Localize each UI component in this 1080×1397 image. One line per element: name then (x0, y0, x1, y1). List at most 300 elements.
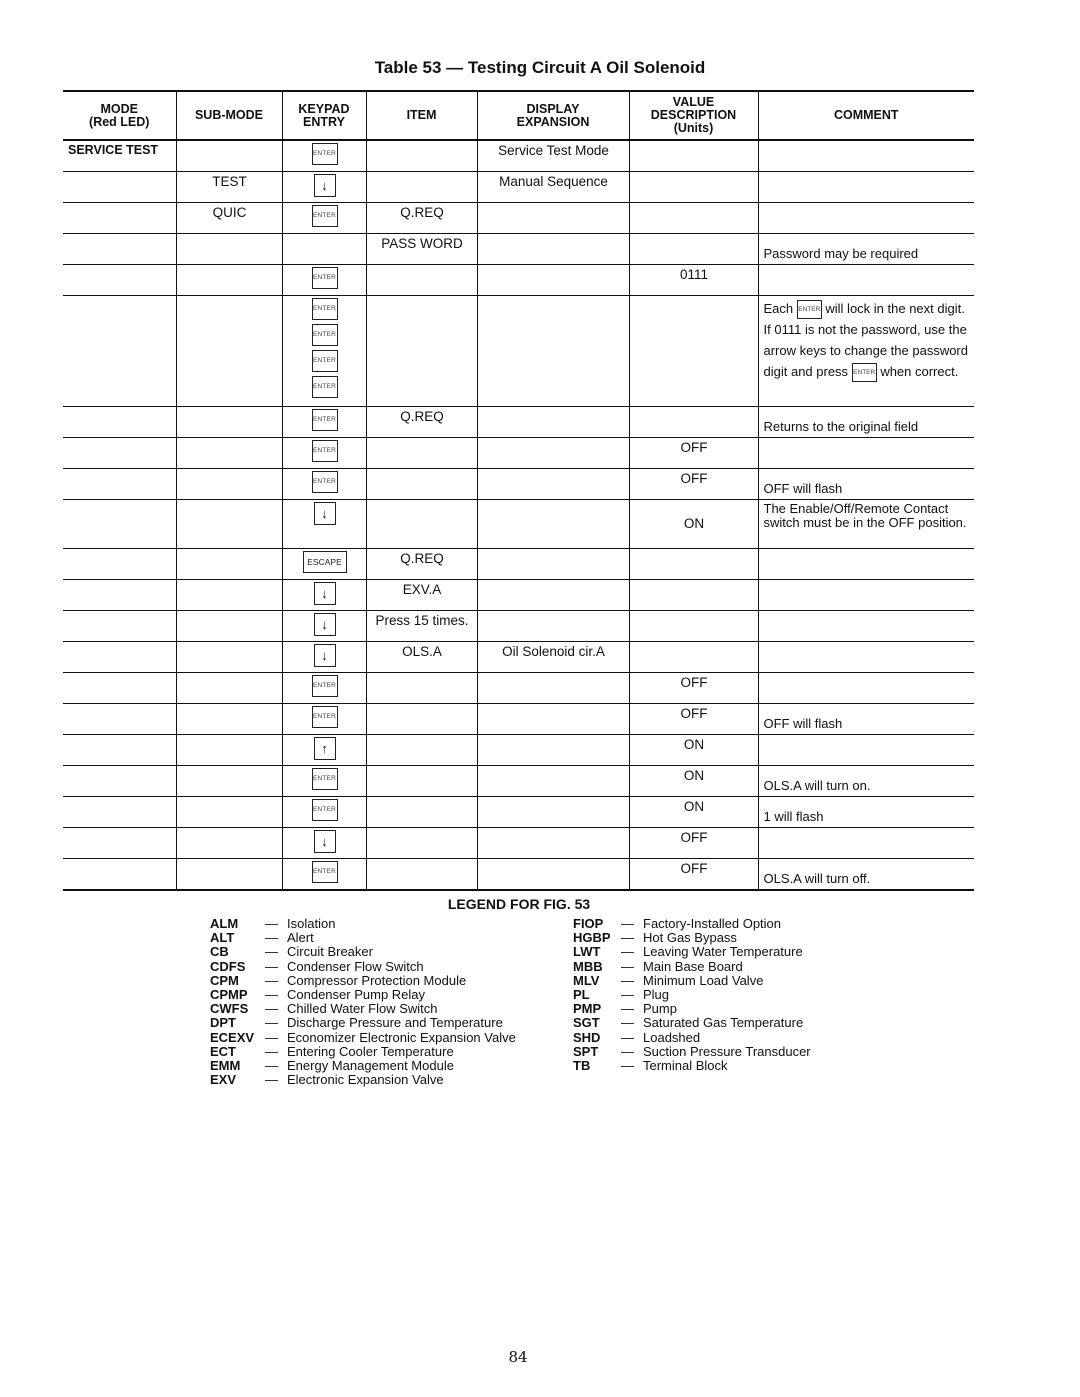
table-cell-item (366, 296, 477, 407)
legend-dash: — (265, 930, 278, 946)
table-cell-item (366, 797, 477, 828)
table-cell-item (366, 704, 477, 735)
legend-abbr: PL (573, 987, 590, 1003)
legend-abbr: MBB (573, 958, 603, 974)
table-cell-mode (63, 234, 176, 265)
table-cell-comment (758, 735, 974, 766)
table-cell-display (477, 828, 629, 859)
legend-desc: Condenser Flow Switch (287, 958, 424, 974)
table-cell-display (477, 735, 629, 766)
legend-entry (573, 945, 811, 959)
table-cell-comment (758, 203, 974, 234)
legend-desc: Condenser Pump Relay (287, 987, 426, 1003)
legend-desc: Suction Pressure Transducer (643, 1043, 811, 1059)
table-cell-mode: SERVICE TEST (63, 140, 176, 172)
table-cell-item: Press 15 times. (366, 611, 477, 642)
table-row (63, 140, 974, 172)
legend-dash: — (621, 1015, 634, 1031)
legend-dash: — (265, 987, 278, 1003)
table-cell-display (477, 438, 629, 469)
table-cell-submode: TEST (176, 172, 282, 203)
table-cell-mode (63, 407, 176, 438)
enter-key-icon: ENTER (852, 363, 877, 382)
legend-abbr: ALT (210, 930, 235, 946)
table-cell-value: ON (629, 766, 758, 797)
legend-entry (210, 931, 516, 945)
legend-entry (210, 1059, 516, 1073)
legend-abbr: EXV (210, 1072, 237, 1088)
header-row (63, 91, 974, 140)
legend-dash: — (265, 1072, 278, 1088)
enter-key-icon: ENTER (312, 440, 338, 462)
table-row (63, 296, 974, 407)
legend-abbr: CWFS (210, 1001, 249, 1017)
table-cell-submode (176, 673, 282, 704)
legend-dash: — (621, 987, 634, 1003)
table-cell-submode (176, 140, 282, 172)
legend-desc: Chilled Water Flow Switch (287, 1001, 438, 1017)
table-cell-mode (63, 265, 176, 296)
legend-dash: — (621, 958, 634, 974)
table-cell-value: OFF (629, 673, 758, 704)
header-item: ITEM (366, 91, 477, 140)
table-cell-submode: QUIC (176, 203, 282, 234)
table-cell-display (477, 407, 629, 438)
table-cell-submode (176, 469, 282, 500)
table-cell-comment: OLS.A will turn on. (758, 766, 974, 797)
comment-text: will lock in the next digit. If 0111 is not the password, use the arrow keys to change the password digit and press (763, 301, 968, 380)
legend-right-column (573, 917, 811, 1073)
table-cell-keypad (282, 500, 366, 549)
table-cell-keypad (282, 766, 366, 797)
table-row (63, 265, 974, 296)
legend-desc: Plug (643, 987, 670, 1003)
legend-dash: — (265, 1029, 278, 1045)
table-cell-item (366, 172, 477, 203)
table-cell-submode (176, 642, 282, 673)
table-row (63, 407, 974, 438)
legend-entry (573, 1016, 811, 1030)
table-cell-submode (176, 828, 282, 859)
header-keypad: KEYPAD ENTRY (282, 91, 366, 140)
table-cell-display (477, 549, 629, 580)
enter-key-icon: ENTER (312, 861, 338, 883)
table-cell-mode (63, 500, 176, 549)
enter-key-icon: ENTER (312, 471, 338, 493)
table-cell-keypad (282, 828, 366, 859)
header-comment: COMMENT (758, 91, 974, 140)
legend-desc: Minimum Load Valve (643, 972, 764, 988)
enter-key-icon: ENTER (312, 675, 338, 697)
table-cell-display (477, 797, 629, 828)
table-cell-display (477, 296, 629, 407)
legend-entry (210, 917, 516, 931)
table-cell-mode (63, 704, 176, 735)
table-row (63, 438, 974, 469)
legend-dash: — (265, 944, 278, 960)
table-cell-comment (758, 642, 974, 673)
legend-abbr: CB (210, 944, 229, 960)
enter-key-icon: ENTER (312, 376, 338, 398)
table-cell-display (477, 469, 629, 500)
table-row (63, 580, 974, 611)
legend-abbr: CPM (210, 972, 239, 988)
legend-dash: — (621, 1029, 634, 1045)
legend-dash: — (621, 1058, 634, 1074)
legend-abbr: TB (573, 1058, 591, 1074)
table-cell-comment (758, 296, 974, 407)
table-cell-submode (176, 611, 282, 642)
table-cell-keypad (282, 203, 366, 234)
legend-dash: — (265, 1001, 278, 1017)
legend-entry (573, 1045, 811, 1059)
legend-dash: — (621, 916, 634, 931)
legend-entry (573, 974, 811, 988)
table-row (63, 766, 974, 797)
legend-abbr: SPT (573, 1043, 599, 1059)
table-cell-keypad (282, 407, 366, 438)
table-cell-display (477, 580, 629, 611)
legend-abbr: ECT (210, 1043, 236, 1059)
table-cell-comment: Password may be required (758, 234, 974, 265)
table-cell-display (477, 673, 629, 704)
table-cell-value: ON (629, 500, 758, 549)
table-cell-keypad (282, 735, 366, 766)
table-cell-comment (758, 438, 974, 469)
table-cell-comment (758, 828, 974, 859)
legend-desc: Main Base Board (643, 958, 743, 974)
legend-entry (573, 931, 811, 945)
up-arrow-key-icon: ↑ (314, 737, 336, 760)
legend-dash: — (621, 944, 634, 960)
header-submode: SUB-MODE (176, 91, 282, 140)
table-cell-keypad (282, 296, 366, 407)
legend-desc: Factory-Installed Option (643, 916, 782, 931)
table-cell-keypad (282, 642, 366, 673)
service-test-table (63, 90, 974, 891)
table-cell-mode (63, 549, 176, 580)
table-cell-value: ON (629, 735, 758, 766)
table-cell-display (477, 766, 629, 797)
table-cell-submode (176, 549, 282, 580)
legend-desc: Isolation (287, 916, 336, 931)
enter-key-icon: ENTER (797, 300, 822, 319)
enter-key-icon: ENTER (312, 143, 338, 165)
enter-key-icon: ENTER (312, 205, 338, 227)
table-cell-keypad (282, 797, 366, 828)
legend-dash: — (621, 972, 634, 988)
table-cell-keypad (282, 673, 366, 704)
table-cell-submode (176, 797, 282, 828)
table-cell-item (366, 265, 477, 296)
table-cell-mode (63, 469, 176, 500)
table-cell-mode (63, 611, 176, 642)
table-cell-mode (63, 859, 176, 891)
legend-dash: — (621, 1001, 634, 1017)
table-cell-comment: OFF will flash (758, 704, 974, 735)
table-cell-comment (758, 673, 974, 704)
legend-desc: Circuit Breaker (287, 944, 373, 960)
legend-dash: — (265, 1015, 278, 1031)
legend-desc: Discharge Pressure and Temperature (287, 1015, 503, 1031)
legend-entry (573, 988, 811, 1002)
table-cell-comment: The Enable/Off/Remote Contact switch must be in the OFF position. (758, 500, 974, 549)
table-cell-item (366, 828, 477, 859)
table-cell-submode (176, 234, 282, 265)
table-cell-mode (63, 735, 176, 766)
table-cell-keypad (282, 265, 366, 296)
table-cell-submode (176, 500, 282, 549)
table-row (63, 828, 974, 859)
table-cell-submode (176, 407, 282, 438)
comment-text: Each (763, 301, 794, 316)
table-cell-value (629, 234, 758, 265)
table-cell-item (366, 766, 477, 797)
table-cell-comment (758, 140, 974, 172)
legend-abbr: ALM (210, 916, 239, 931)
table-cell-item (366, 438, 477, 469)
legend-abbr: SHD (573, 1029, 601, 1045)
legend-abbr: MLV (573, 972, 600, 988)
legend-dash: — (265, 972, 278, 988)
table-cell-value: OFF (629, 438, 758, 469)
legend-desc: Entering Cooler Temperature (287, 1043, 454, 1059)
escape-key-icon: ESCAPE (303, 551, 347, 573)
legend-left-column (210, 917, 516, 1087)
legend-dash: — (265, 1043, 278, 1059)
table-cell-value (629, 203, 758, 234)
table-row (63, 673, 974, 704)
table-cell-comment (758, 611, 974, 642)
table-cell-keypad (282, 549, 366, 580)
table-cell-comment: OLS.A will turn off. (758, 859, 974, 891)
enter-key-icon: ENTER (312, 350, 338, 372)
table-cell-comment (758, 580, 974, 611)
enter-key-icon: ENTER (312, 324, 338, 346)
legend-abbr: CPMP (210, 987, 248, 1003)
down-arrow-key-icon: ↓ (314, 174, 336, 197)
table-cell-display (477, 234, 629, 265)
table-cell-item: PASS WORD (366, 234, 477, 265)
table-cell-display: Oil Solenoid cir.A (477, 642, 629, 673)
table-cell-mode (63, 828, 176, 859)
table-cell-comment: Returns to the original field (758, 407, 974, 438)
table-row (63, 704, 974, 735)
enter-key-icon: ENTER (312, 298, 338, 320)
table-cell-display (477, 203, 629, 234)
header-mode: MODE (Red LED) (63, 91, 176, 140)
table-row (63, 172, 974, 203)
table-cell-keypad (282, 580, 366, 611)
enter-key-icon: ENTER (312, 799, 338, 821)
legend-abbr: ECEXV (210, 1029, 255, 1045)
legend-dash: — (265, 1058, 278, 1074)
legend-dash: — (265, 916, 278, 931)
legend-entry (210, 1045, 516, 1059)
down-arrow-key-icon: ↓ (314, 644, 336, 667)
table-cell-submode (176, 265, 282, 296)
table-cell-keypad (282, 859, 366, 891)
down-arrow-key-icon: ↓ (314, 502, 336, 525)
legend-desc: Saturated Gas Temperature (643, 1015, 804, 1031)
table-row (63, 234, 974, 265)
legend-entry (573, 1002, 811, 1016)
legend-desc: Economizer Electronic Expansion Valve (287, 1029, 516, 1045)
table-cell-item (366, 735, 477, 766)
legend-entry (210, 988, 516, 1002)
table-cell-keypad (282, 234, 366, 265)
table-cell-display (477, 859, 629, 891)
table-cell-item (366, 469, 477, 500)
table-cell-value (629, 549, 758, 580)
legend-desc: Leaving Water Temperature (643, 944, 803, 960)
legend-entry (210, 945, 516, 959)
table-cell-display (477, 500, 629, 549)
table-cell-value: 0111 (629, 265, 758, 296)
table-row (63, 549, 974, 580)
table-row (63, 500, 974, 549)
table-cell-item (366, 859, 477, 891)
table-cell-submode (176, 766, 282, 797)
legend-abbr: CDFS (210, 958, 246, 974)
table-cell-mode (63, 172, 176, 203)
table-row (63, 469, 974, 500)
table-cell-value (629, 580, 758, 611)
table-cell-submode (176, 580, 282, 611)
table-cell-mode (63, 296, 176, 407)
legend-abbr: EMM (210, 1058, 241, 1074)
table-cell-mode (63, 797, 176, 828)
table-row (63, 642, 974, 673)
table-cell-keypad (282, 438, 366, 469)
table-cell-value (629, 140, 758, 172)
legend-entry (210, 1073, 516, 1087)
page-number: 84 (508, 1348, 528, 1366)
table-cell-value (629, 611, 758, 642)
table-cell-value (629, 296, 758, 407)
comment-text: when correct. (880, 364, 959, 380)
legend-desc: Energy Management Module (287, 1058, 454, 1074)
table-cell-display: Service Test Mode (477, 140, 629, 172)
legend-entry (210, 1016, 516, 1030)
legend-entry (573, 1059, 811, 1073)
down-arrow-key-icon: ↓ (314, 613, 336, 636)
legend-entry (210, 1002, 516, 1016)
legend-entry (573, 960, 811, 974)
table-cell-display (477, 704, 629, 735)
header-display: DISPLAY EXPANSION (477, 91, 629, 140)
legend-desc: Compressor Protection Module (287, 972, 467, 988)
table-cell-display: Manual Sequence (477, 172, 629, 203)
legend-desc: Pump (643, 1001, 677, 1017)
table-cell-keypad (282, 704, 366, 735)
table-cell-value (629, 172, 758, 203)
table-cell-mode (63, 766, 176, 797)
table-row (63, 203, 974, 234)
table-cell-comment (758, 172, 974, 203)
table-row (63, 735, 974, 766)
legend-dash: — (621, 1043, 634, 1059)
table-row (63, 797, 974, 828)
legend-abbr: LWT (573, 944, 601, 960)
table-title: Table 53 — Testing Circuit A Oil Solenoid (374, 58, 706, 77)
legend-entry (210, 960, 516, 974)
legend-entry (210, 974, 516, 988)
legend-entry (210, 1031, 516, 1045)
table-cell-item: Q.REQ (366, 407, 477, 438)
table-cell-submode (176, 438, 282, 469)
enter-key-icon: ENTER (312, 267, 338, 289)
table-cell-mode (63, 673, 176, 704)
legend-dash: — (621, 930, 634, 946)
table-cell-submode (176, 735, 282, 766)
table-cell-display (477, 611, 629, 642)
legend-entry (573, 1031, 811, 1045)
table-cell-value: OFF (629, 859, 758, 891)
legend-abbr: PMP (573, 1001, 602, 1017)
header-value: VALUE DESCRIPTION (Units) (629, 91, 758, 140)
table-cell-value: ON (629, 797, 758, 828)
legend-abbr: FIOP (573, 916, 604, 931)
table-cell-value: OFF (629, 469, 758, 500)
legend-title: LEGEND FOR FIG. 53 (447, 896, 591, 912)
table-cell-comment: 1 will flash (758, 797, 974, 828)
table-cell-value (629, 642, 758, 673)
table-cell-item (366, 500, 477, 549)
table-cell-comment: OFF will flash (758, 469, 974, 500)
table-cell-mode (63, 642, 176, 673)
table-cell-keypad (282, 172, 366, 203)
down-arrow-key-icon: ↓ (314, 582, 336, 605)
enter-key-icon: ENTER (312, 409, 338, 431)
table-cell-item: Q.REQ (366, 203, 477, 234)
legend-desc: Terminal Block (643, 1058, 728, 1074)
table-cell-item: OLS.A (366, 642, 477, 673)
table-cell-value: OFF (629, 828, 758, 859)
table-cell-keypad (282, 611, 366, 642)
table-cell-submode (176, 704, 282, 735)
legend-abbr: SGT (573, 1015, 600, 1031)
table-cell-keypad (282, 469, 366, 500)
legend-entry (573, 917, 811, 931)
legend-desc: Alert (287, 930, 314, 946)
table-cell-mode (63, 580, 176, 611)
table-cell-mode (63, 438, 176, 469)
table-row (63, 859, 974, 891)
table-cell-item (366, 673, 477, 704)
table-cell-item: EXV.A (366, 580, 477, 611)
table-cell-submode (176, 296, 282, 407)
legend-desc: Electronic Expansion Valve (287, 1072, 444, 1088)
legend-desc: Loadshed (643, 1029, 701, 1045)
table-cell-display (477, 265, 629, 296)
table-row (63, 611, 974, 642)
table-cell-value: OFF (629, 704, 758, 735)
enter-key-icon: ENTER (312, 768, 338, 790)
legend-abbr: HGBP (573, 930, 611, 946)
down-arrow-key-icon: ↓ (314, 830, 336, 853)
legend-desc: Hot Gas Bypass (643, 930, 737, 946)
table-cell-comment (758, 549, 974, 580)
table-cell-value (629, 407, 758, 438)
table-cell-item (366, 140, 477, 172)
legend-abbr: DPT (210, 1015, 236, 1031)
table-cell-mode (63, 203, 176, 234)
table-cell-comment (758, 265, 974, 296)
table-cell-item: Q.REQ (366, 549, 477, 580)
table-cell-submode (176, 859, 282, 891)
legend-dash: — (265, 958, 278, 974)
